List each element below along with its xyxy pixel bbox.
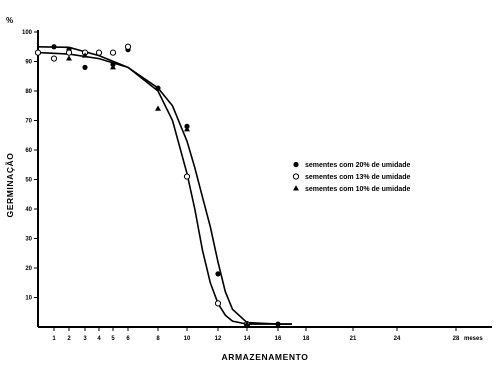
y-tick-label: 30 xyxy=(25,236,32,243)
y-tick-label: 100 xyxy=(21,30,32,36)
y-axis-title: GERMINAÇÃO xyxy=(5,152,15,218)
legend-label-series-3: sementes com 10% de umidade xyxy=(305,186,411,193)
y-tick-label: 80 xyxy=(25,89,32,95)
data-point-series-2 xyxy=(125,44,130,49)
y-tick-label: 50 xyxy=(25,177,32,184)
data-point-series-2 xyxy=(51,56,56,61)
legend-marker-series-2 xyxy=(293,174,298,179)
data-point-series-2 xyxy=(110,50,115,55)
x-tick-label: 2 xyxy=(67,336,71,342)
data-point-series-1 xyxy=(82,65,87,70)
x-tick-label: 3 xyxy=(83,336,87,342)
axes xyxy=(38,30,492,327)
legend-marker-series-1 xyxy=(293,162,298,167)
y-tick-label: 60 xyxy=(25,148,32,154)
y-tick-label: 90 xyxy=(25,59,32,66)
x-tick-label: 10 xyxy=(183,336,191,342)
data-point-series-3 xyxy=(66,55,72,60)
legend-label-series-1: sementes com 20% de umidade xyxy=(305,162,411,169)
x-tick-label: 16 xyxy=(274,336,282,342)
x-tick-label: 1 xyxy=(52,336,56,342)
data-point-series-1 xyxy=(215,271,220,276)
x-axis-title: ARMAZENAMENTO xyxy=(221,352,309,362)
data-point-series-2 xyxy=(66,50,71,55)
x-tick-label: 21 xyxy=(349,336,357,342)
x-tick-label: 5 xyxy=(111,336,115,342)
data-point-series-2 xyxy=(96,50,101,55)
fitted-curve-series-1 xyxy=(38,47,292,324)
data-point-series-2 xyxy=(184,174,189,179)
x-ticks xyxy=(52,327,460,342)
data-point-series-1 xyxy=(51,44,56,49)
x-tick-label: 6 xyxy=(126,336,130,342)
data-point-series-2 xyxy=(35,50,40,55)
data-point-series-1 xyxy=(155,85,160,90)
y-tick-label: 70 xyxy=(25,118,32,125)
x-tick-label: 12 xyxy=(214,336,222,342)
data-points xyxy=(35,44,280,327)
x-tick-label: 24 xyxy=(393,336,401,342)
x-tick-label: 28 xyxy=(452,336,460,342)
x-tick-label: 14 xyxy=(243,336,251,342)
x-tick-label: 4 xyxy=(97,336,101,342)
fitted-curve-series-2 xyxy=(38,53,292,325)
y-ticks xyxy=(22,30,38,302)
x-tick-label: 8 xyxy=(156,336,160,342)
y-tick-label: 40 xyxy=(25,207,32,213)
x-unit-label: meses xyxy=(464,336,483,342)
x-tick-label: 18 xyxy=(302,336,310,342)
legend-marker-series-3 xyxy=(293,185,299,190)
data-point-series-3 xyxy=(155,106,161,111)
y-tick-label: 10 xyxy=(25,295,32,302)
data-point-series-2 xyxy=(215,301,220,306)
fitted-curves xyxy=(38,47,292,324)
legend xyxy=(293,162,411,193)
legend-label-series-2: sementes com 13% de umidade xyxy=(305,174,411,181)
y-unit-label: % xyxy=(6,16,14,25)
data-point-series-1 xyxy=(275,321,280,326)
y-tick-label: 20 xyxy=(25,266,32,272)
